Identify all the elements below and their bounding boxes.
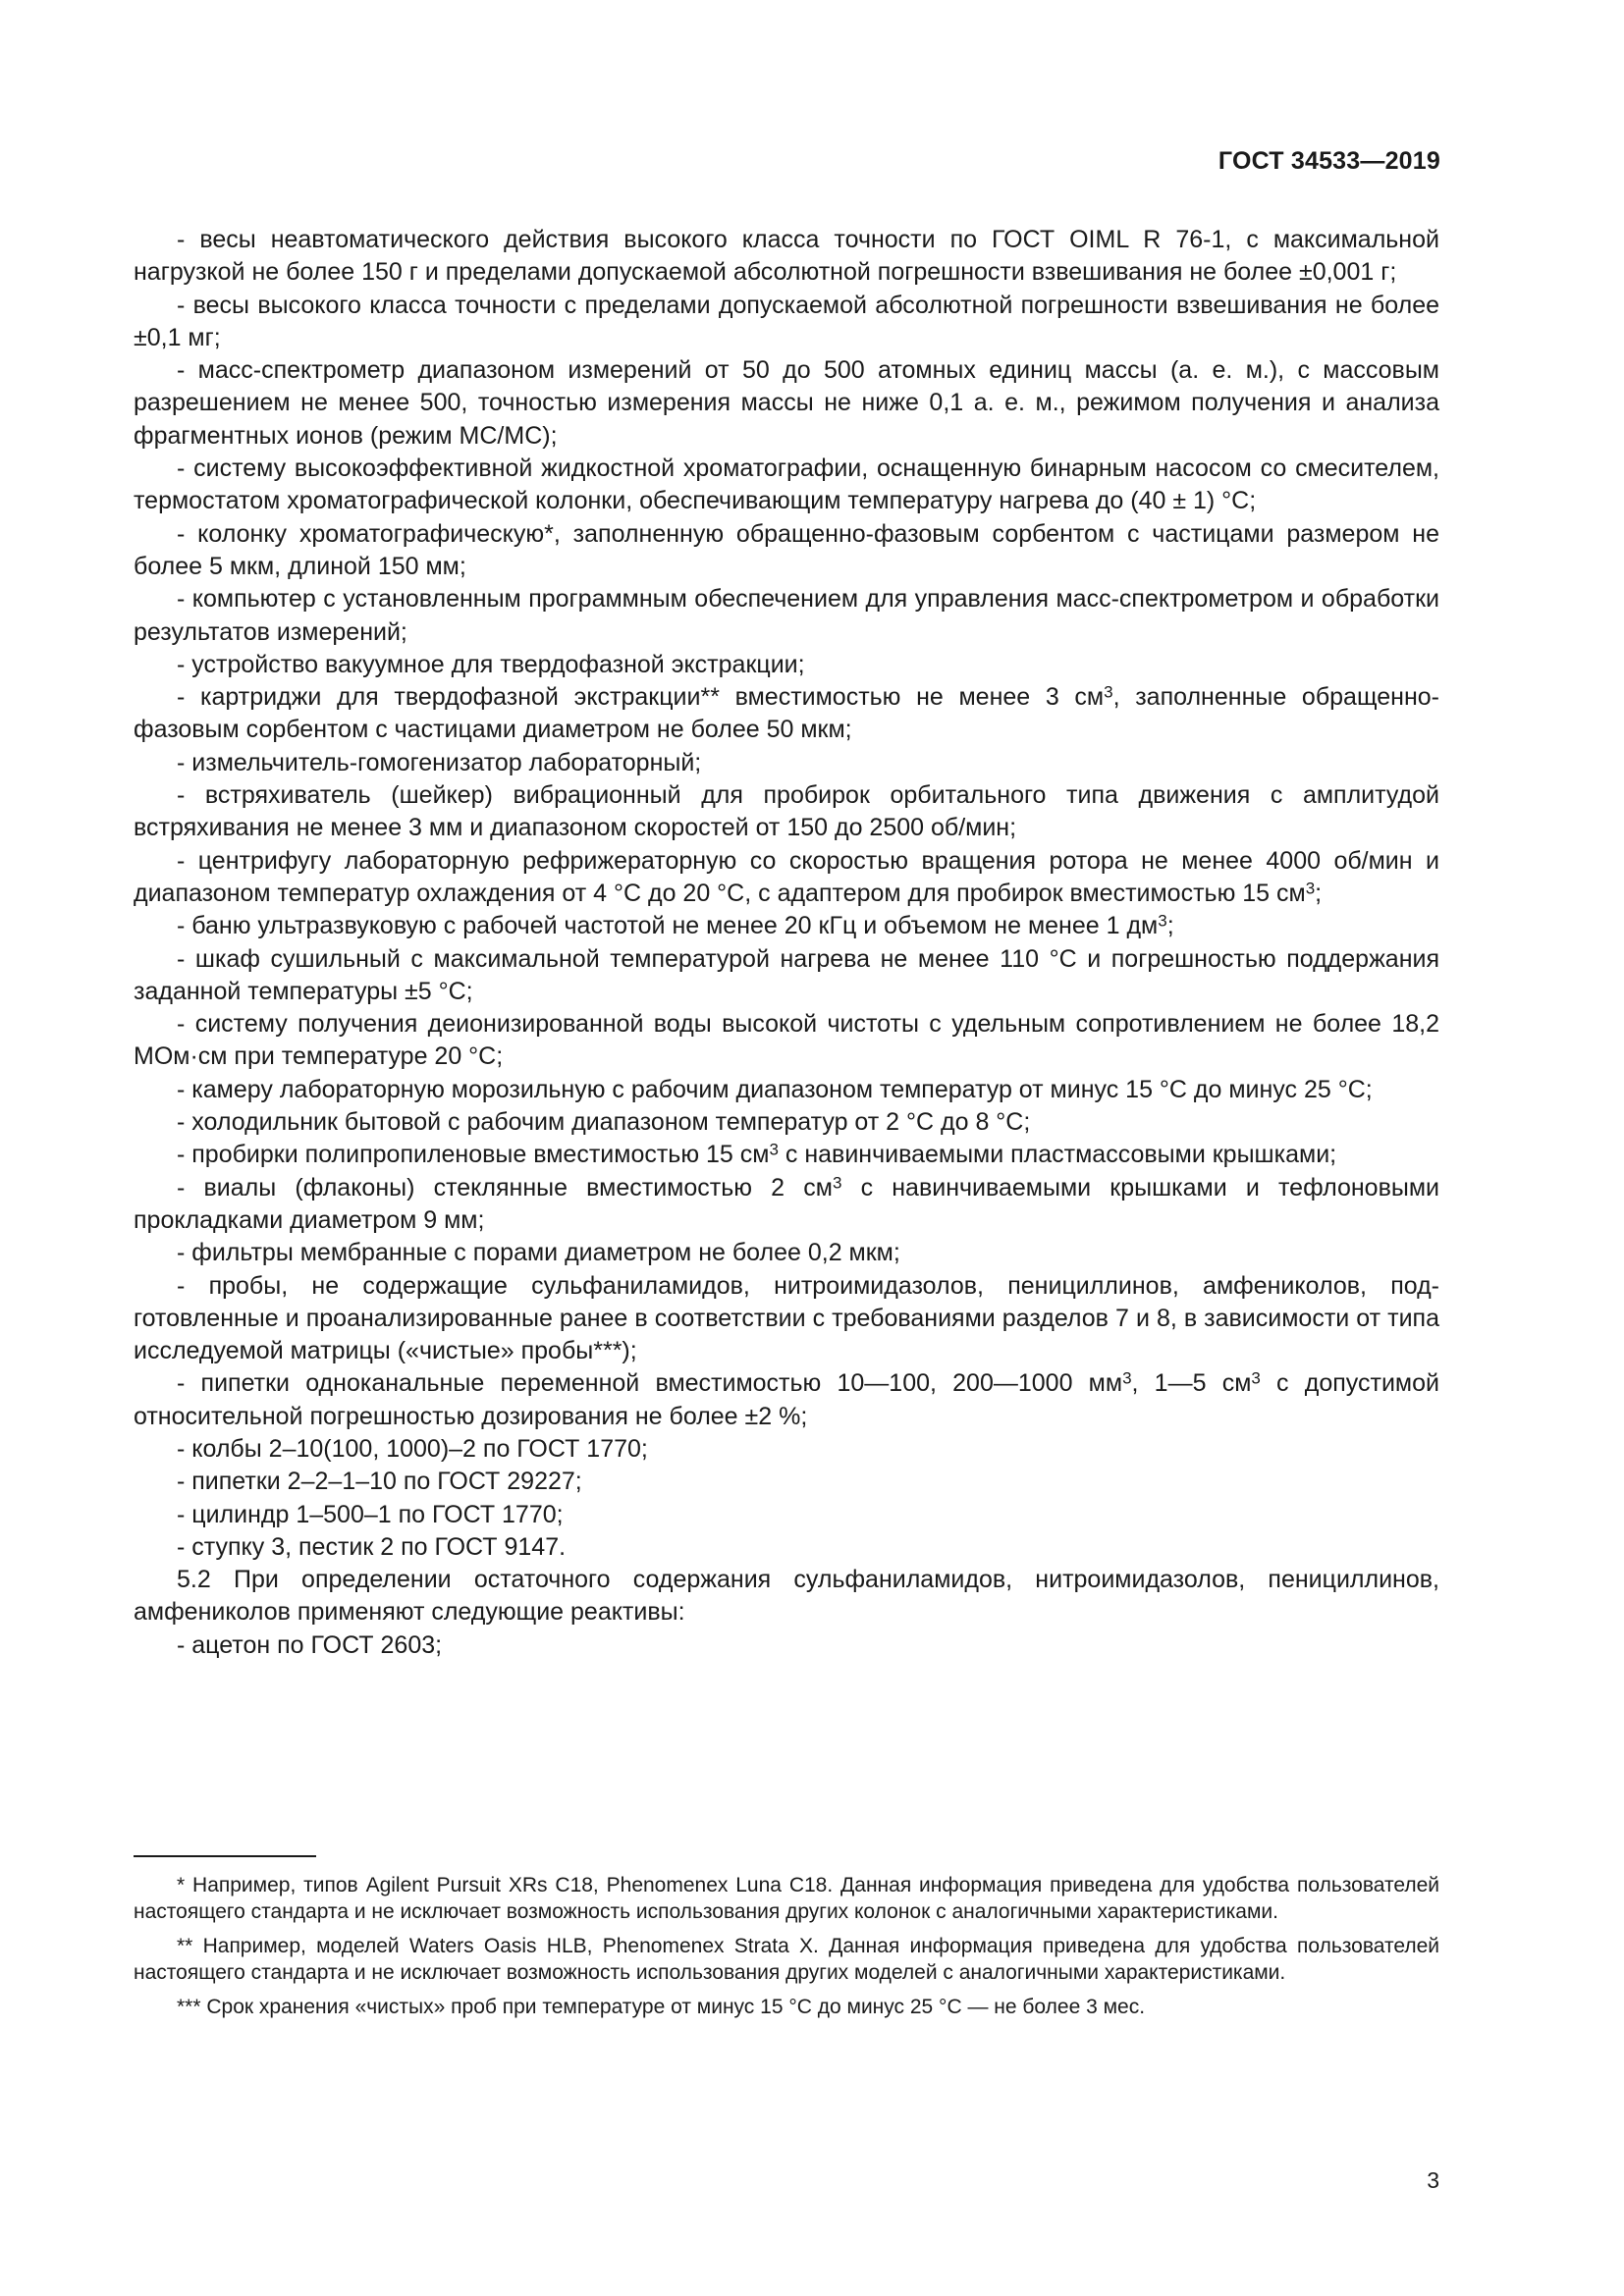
list-item: - ацетон по ГОСТ 2603; <box>177 1630 443 1659</box>
list-item: - измельчитель-гомогенизатор лабораторный; <box>177 748 702 776</box>
list-item: - цилиндр 1–500–1 по ГОСТ 1770; <box>177 1500 564 1528</box>
list-item: - картриджи для твердофазной экстракции** вместимостью не менее 3 $см^3$, заполненные обращенно-фазовым сорбентом с частицами диаметром не более 50 мкм; <box>134 682 1439 744</box>
list-item: - центрифугу лабораторную рефрижераторную со скоростью вращения ротора не менее 4000 об/мин и диапазоном температур охлаждения от 4 °С до 20 °С, с адаптером для пробирок вместимостью 15 $см^3$; <box>134 846 1439 907</box>
footnote: *** Срок хранения «чистых» проб при температуре от минус 15 °С до минус 25 °С — не более 3 мес. <box>177 1996 1146 2018</box>
footnote: ** Например, моделей Waters Oasis HLB, Phenomenex Strata X. Данная информация приведена для удобства пользователей настоящего стандарта и не исключает возможность использования других моделей с аналогичными характеристиками. <box>134 1935 1439 1984</box>
list-item: - ступку 3, пестик 2 по ГОСТ 9147. <box>177 1532 567 1561</box>
list-item: - камеру лабораторную морозильную с рабочим диапазоном температур от минус 15 °С до минус 25 °С; <box>177 1075 1373 1103</box>
section-paragraph: 5.2 При определении остаточного содержания сульфаниламидов, нитроимидазолов, пенициллинов, амфениколов применяют следующие реактивы: <box>134 1566 1439 1627</box>
list-item: - масс-спектрометр диапазоном измерений от 50 до 500 атомных единиц массы (а. е. м.), с массовым разрешением не менее 500, точностью измерения массы не ниже 0,1 а. е. м., режимом получения и анализа фрагментных ионов (режим МС/МС); <box>134 356 1439 450</box>
footnotes <box>134 1872 1439 2028</box>
main-text <box>134 224 1439 1662</box>
list-item: - колбы 2–10(100, 1000)–2 по ГОСТ 1770; <box>177 1434 648 1463</box>
list-item: - компьютер с установленным программным обеспечением для управления масс-спектрометром и обработки результатов измерений; <box>134 585 1439 646</box>
list-item: - пробы, не содержащие сульфаниламидов, нитроимидазолов, пенициллинов, амфениколов, подготовленные и проанализированные ранее в соответствии с требованиями разделов 7 и 8, в зависимости от типа исследуемой матрицы («чистые» пробы***); <box>134 1271 1439 1365</box>
list-item: - весы высокого класса точности с пределами допускаемой абсолютной погрешности взвешивания не более ±0,1 мг; <box>134 291 1439 351</box>
list-item: - фильтры мембранные с порами диаметром не более 0,2 мкм; <box>177 1239 900 1267</box>
page-number: 3 <box>1427 2167 1439 2193</box>
list-item: - встряхиватель (шейкер) вибрационный для пробирок орбитального типа движения с амплитудой встряхивания не менее 3 мм и диапазоном скоростей от 150 до 2500 об/мин; <box>134 781 1439 842</box>
footnote: * Например, типов Agilent Pursuit XRs C18, Phenomenex Luna C18. Данная информация приведена для удобства пользователей настоящего стандарта и не исключает возможность использования других колонок с аналогичными характеристиками. <box>134 1874 1439 1923</box>
list-item: - систему высокоэффективной жидкостной хроматографии, оснащенную бинарным насосом со смесителем, термостатом хроматографической колонки, обеспечивающим температуру нагрева до (40 ± 1) °С; <box>134 454 1439 515</box>
list-item: - шкаф сушильный с максимальной температурой нагрева не менее 110 °С и погрешностью поддержания заданной температуры ±5 °С; <box>134 944 1439 1005</box>
list-item: - устройство вакуумное для твердофазной экстракции; <box>177 650 805 678</box>
footnote-separator <box>134 1855 316 1857</box>
list-item: - пробирки полипропиленовые вместимостью 15 $см^3$ с навинчиваемыми пластмассовыми крышками; <box>177 1140 1337 1169</box>
list-item: - баню ультразвуковую с рабочей частотой не менее 20 кГц и объемом не менее 1 $дм^3$; <box>177 911 1174 940</box>
list-item: - систему получения деионизированной воды высокой чистоты с удельным сопротивлением не более 18,2 МОм·см при температуре 20 °С; <box>134 1010 1439 1071</box>
list-item: - колонку хроматографическую*, заполненную обращенно-фазовым сорбентом с частицами размером не более 5 мкм, длиной 150 мм; <box>134 519 1439 580</box>
list-item: - весы неавтоматического действия высокого класса точности по ГОСТ OIML R 76-1, с максимальной нагрузкой не более 150 г и пределами допускаемой абсолютной погрешности взвешивания не более ±0,001 г; <box>134 226 1439 287</box>
list-item: - пипетки 2–2–1–10 по ГОСТ 29227; <box>177 1468 582 1496</box>
document-id-header: ГОСТ 34533—2019 <box>1218 147 1440 175</box>
list-item: - пипетки одноканальные переменной вместимостью 10—100, 200—1000 $мм^3$, 1—5 $см^3$ с допустимой относительной погрешностью дозирования не более ±2 %; <box>134 1368 1439 1430</box>
list-item: - виалы (флаконы) стеклянные вместимостью 2 $см^3$ с навинчиваемыми крышками и тефлоновыми прокладками диаметром 9 мм; <box>134 1172 1439 1234</box>
list-item: - холодильник бытовой с рабочим диапазоном температур от 2 °С до 8 °С; <box>177 1108 1031 1137</box>
